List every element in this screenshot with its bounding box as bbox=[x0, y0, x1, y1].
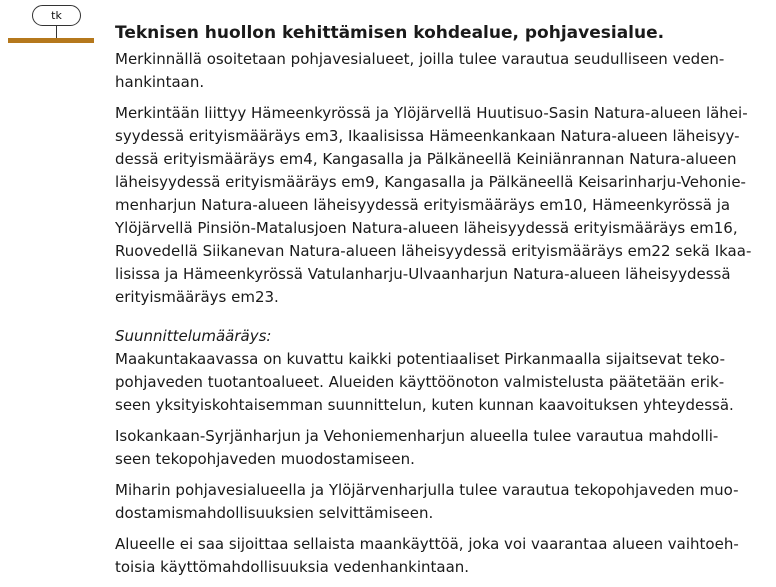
text-line: pohjaveden tuotantoalueet. Alueiden käyttöönoton valmistelusta päätetään erik- bbox=[115, 373, 725, 391]
text-line: Maakuntakaavassa on kuvattu kaikki potentiaaliset Pirkanmaalla sijaitsevat teko- bbox=[115, 350, 726, 368]
text-line: syydessä erityismääräys em3, Ikaalisissa Hämeenkankaan Natura-alueen läheisyy- bbox=[115, 127, 740, 145]
planning-paragraph bbox=[115, 479, 765, 525]
legend-symbol bbox=[8, 5, 94, 45]
planning-heading: Suunnittelumääräys: bbox=[115, 327, 272, 345]
symbol-label-badge: tk bbox=[32, 5, 81, 26]
planning-paragraph bbox=[115, 425, 765, 471]
text-line: seen yksityiskohtaisemman suunnittelun, kuten kunnan kaavoituksen yhteydessä. bbox=[115, 396, 734, 414]
regulation-text bbox=[115, 21, 765, 587]
text-line: Ylöjärvellä Pinsiön-Matalusjoen Natura-alueen läheisyydessä erityismääräys em16, bbox=[115, 219, 738, 237]
text-line: Isokankaan-Syrjänharjun ja Vehoniemenharjun alueella tulee varautua mahdolli- bbox=[115, 427, 719, 445]
text-line: Miharin pohjavesialueella ja Ylöjärvenharjulla tulee varautua tekopohjaveden muo- bbox=[115, 481, 739, 499]
text-line: seen tekopohjaveden muodostamiseen. bbox=[115, 450, 415, 468]
symbol-bar bbox=[8, 38, 94, 43]
text-line: Ruovedellä Siikanevan Natura-alueen läheisyydessä erityismääräys em22 sekä Ikaa- bbox=[115, 242, 752, 260]
symbol-stem bbox=[56, 25, 57, 38]
text-line: erityismääräys em23. bbox=[115, 288, 279, 306]
text-line: dessä erityismääräys em4, Kangasalla ja Pälkäneellä Keiniänrannan Natura-alueen bbox=[115, 150, 737, 168]
text-line: läheisyydessä erityismääräys em9, Kangasalla ja Pälkäneellä Keisarinharju-Vehonie- bbox=[115, 173, 746, 191]
planning-paragraph bbox=[115, 533, 765, 579]
text-line: Alueelle ei saa sijoittaa sellaista maankäyttöä, joka voi vaarantaa alueen vaihtoeh- bbox=[115, 535, 739, 553]
text-line: Merkinnällä osoitetaan pohjavesialueet, joilla tulee varautua seudulliseen veden- bbox=[115, 50, 725, 68]
regulation-title: Teknisen huollon kehittämisen kohdealue, pohjavesialue. bbox=[115, 23, 665, 43]
planning-paragraph bbox=[115, 348, 765, 417]
text-line: toisia käyttömahdollisuuksia vedenhankintaan. bbox=[115, 558, 470, 576]
text-line: dostamismahdollisuuksien selvittämiseen. bbox=[115, 504, 434, 522]
natura-paragraph bbox=[115, 102, 765, 309]
text-line: hankintaan. bbox=[115, 73, 205, 91]
text-line: Merkintään liittyy Hämeenkyrössä ja Ylöjärvellä Huutisuo-Sasin Natura-alueen lähei- bbox=[115, 104, 748, 122]
text-line: lisissa ja Hämeenkyrössä Vatulanharju-Ulvaanharjun Natura-alueen läheisyydessä bbox=[115, 265, 731, 283]
intro-paragraph bbox=[115, 48, 765, 94]
text-line: menharjun Natura-alueen läheisyydessä erityismääräys em10, Hämeenkyrössä ja bbox=[115, 196, 731, 214]
